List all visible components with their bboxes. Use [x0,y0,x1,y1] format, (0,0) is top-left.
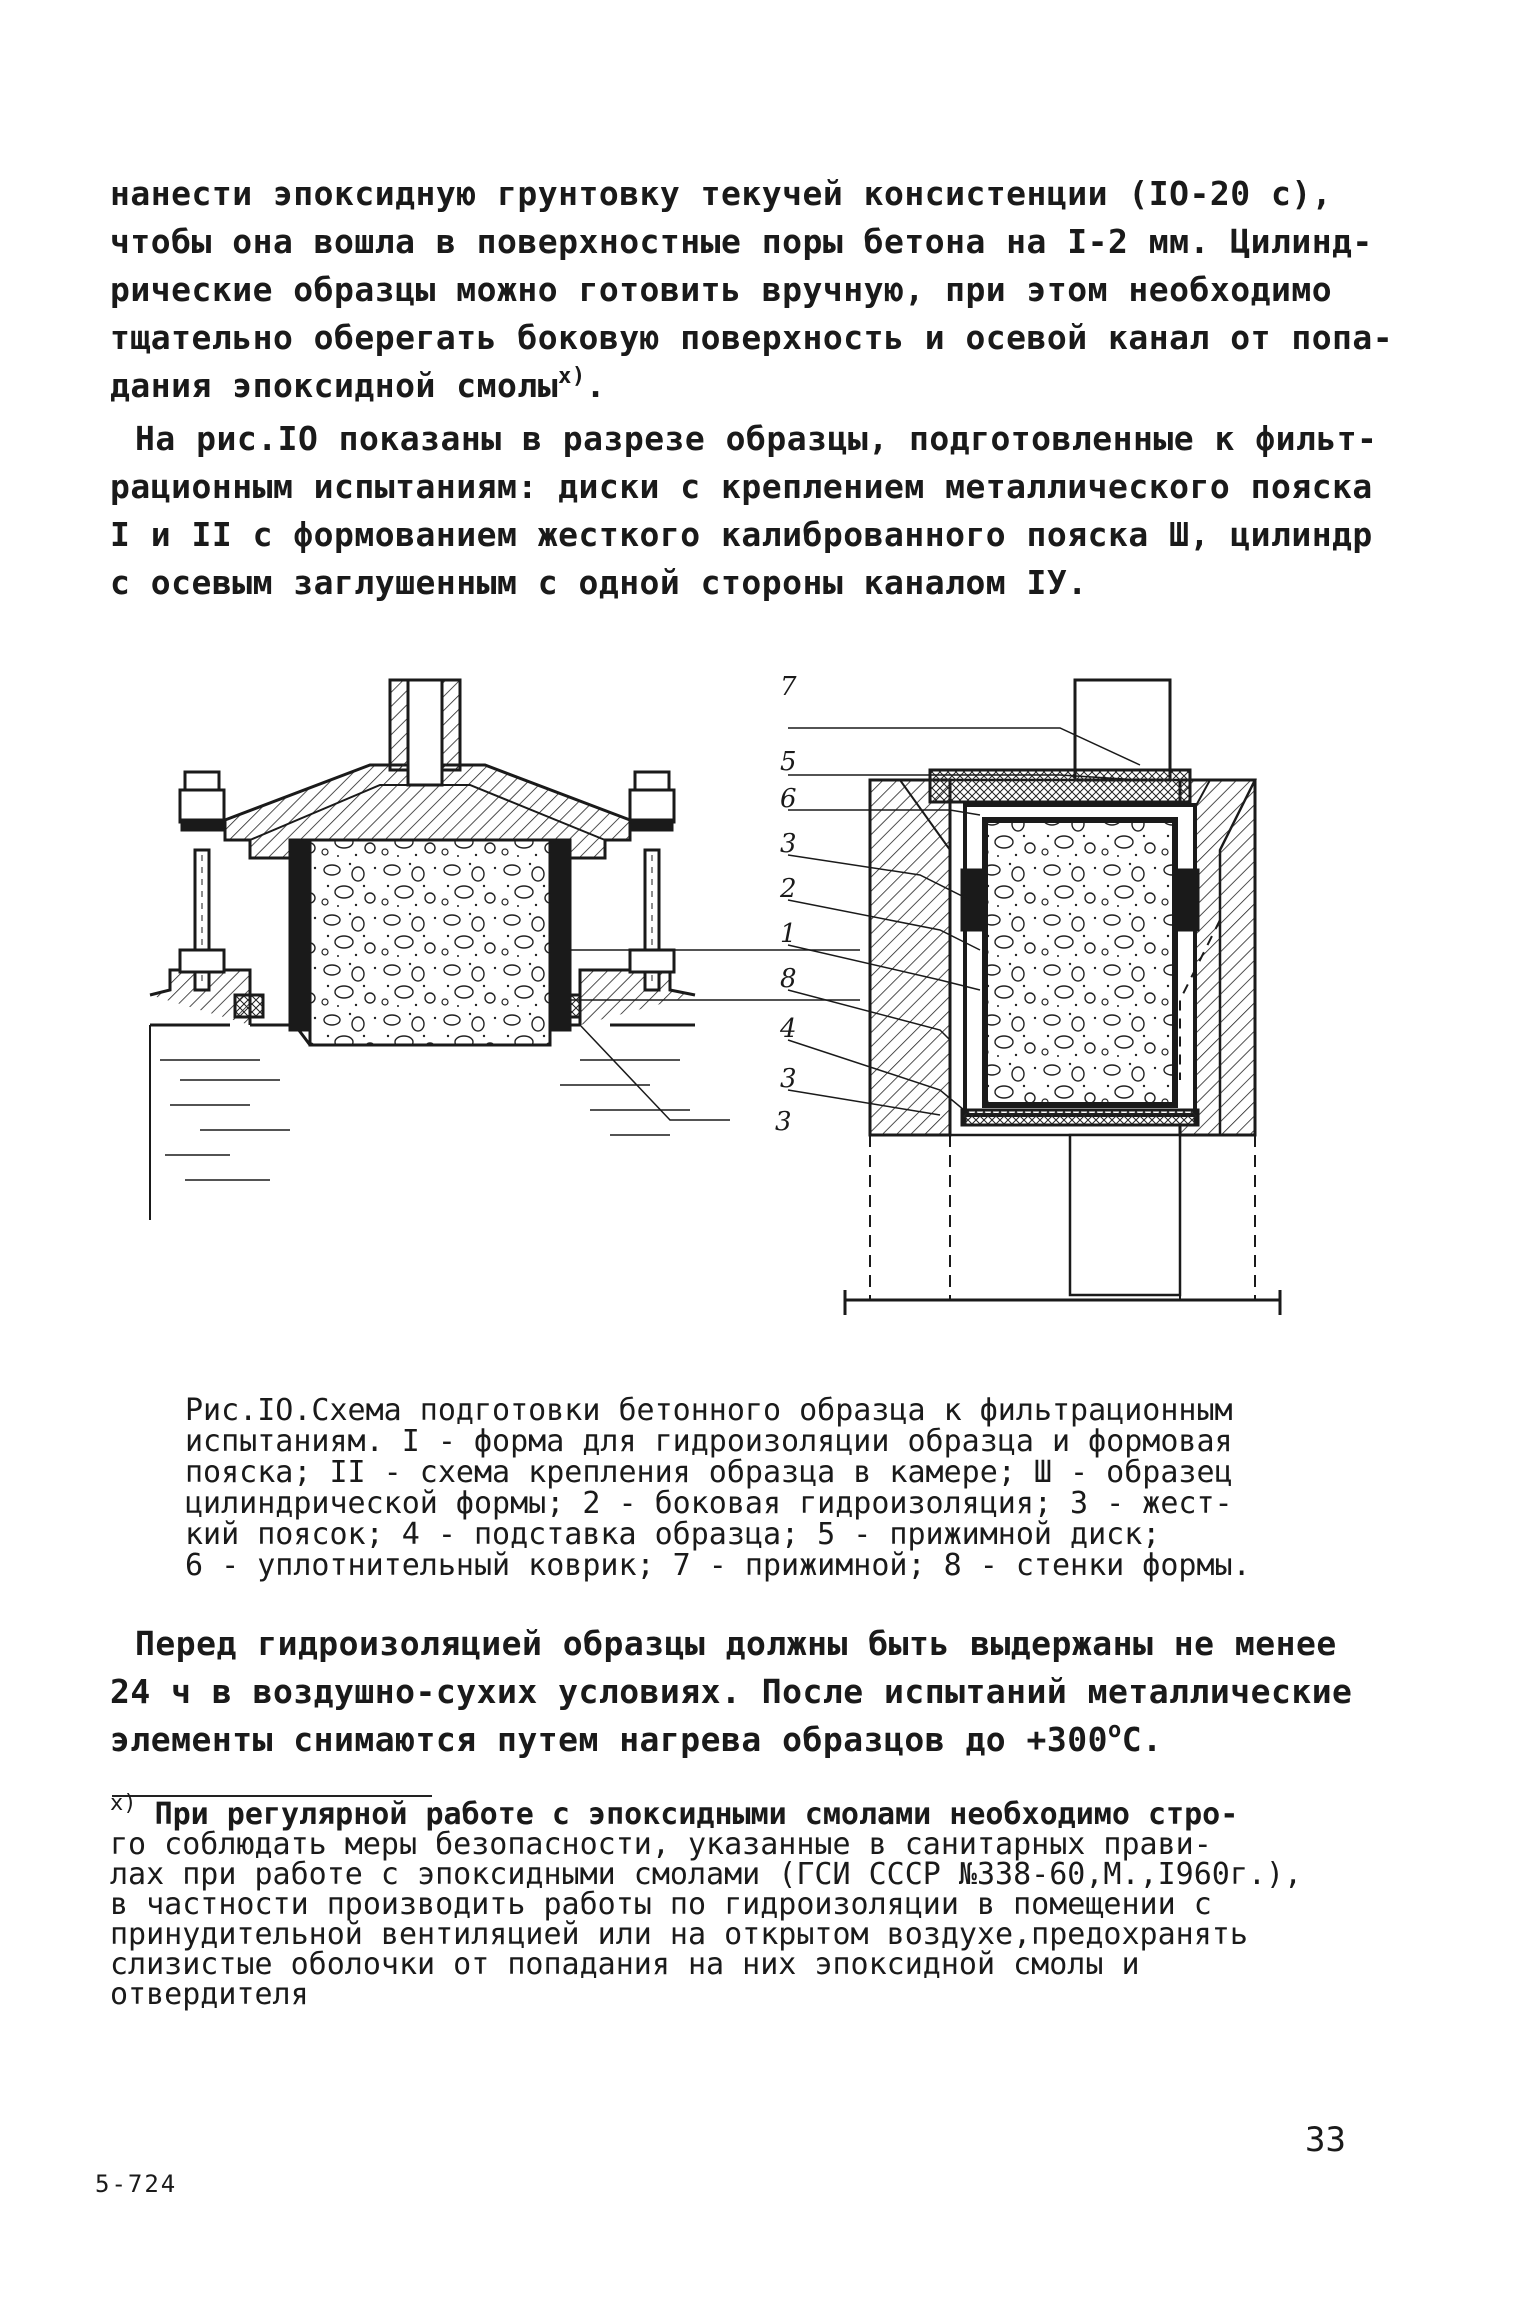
text-line: рационным испытаниям: диски с креплением металлического пояска [110,467,1373,506]
text-line-last [110,362,1400,410]
page-number: 33 [1305,2120,1346,2160]
paragraph-2 [110,415,1400,607]
text-line: чтобы она вошла в поверхностные поры бетона на I-2 мм. Цилинд- [110,222,1373,261]
label-2: 2 [780,874,797,904]
footnote-line: принудительной вентиляцией или на открытом воздухе,предохранять [110,1917,1248,1952]
label-3-top: 3 [780,829,797,859]
unit: С. [1121,1720,1163,1759]
left-label-3: 3 [775,1107,792,1137]
paragraph-1 [110,170,1400,410]
degree-mark: o [1108,1718,1122,1743]
sample-preparation-figure [140,660,1370,1360]
clamping-scheme-drawing [150,680,860,1220]
figure-caption [185,1395,1415,1581]
text-line: I и II с формованием жесткого калиброванного пояска Ш, цилиндр [110,515,1373,554]
text-line: нанести эпоксидную грунтовку текучей консистенции (IO-20 с), [110,174,1333,213]
text-line: Перед гидроизоляцией образцы должны быть выдержаны не менее [135,1624,1337,1663]
caption-line: кий поясок; 4 - подставка образца; 5 - прижимной диск; [185,1517,1161,1552]
caption-line: Рис.IO.Схема подготовки бетонного образца к фильтрационным [185,1393,1233,1428]
text-fragment: дания эпоксидной смолы [110,366,559,405]
document-code: 5-724 [95,2170,178,2198]
footnote-line: слизистые оболочки от попадания на них эпоксидной смолы и [110,1947,1140,1982]
caption-line: испытаниям. I - форма для гидроизоляции образца и формовая [185,1424,1233,1459]
footnote-mark: x) [110,1791,137,1816]
footnote-line: в частности производить работы по гидроизоляции в помещении с [110,1887,1212,1922]
footnote-text: При регулярной работе с эпоксидными смолами необходимо стро- [154,1797,1239,1832]
footnote [110,1791,1440,2012]
label-4: 4 [780,1014,797,1044]
text-line: с осевым заглушенным с одной стороны каналом IУ. [110,563,1088,602]
footnote-line: го соблюдать меры безопасности, указанные в санитарных прави- [110,1827,1212,1862]
caption-line: 6 - уплотнительный коврик; 7 - прижимной; 8 - стенки формы. [185,1548,1251,1583]
text-line: тщательно оберегать боковую поверхность и осевой канал от попа- [110,318,1394,357]
label-5: 5 [780,747,797,777]
text-line: рические образцы можно готовить вручную, при этом необходимо [110,270,1333,309]
label-8: 8 [780,964,797,994]
cylindrical-sample-drawing [788,680,1280,1315]
footnote-line [110,1791,1440,1832]
text-line: 24 ч в воздушно-сухих условиях. После испытаний металлические [110,1672,1353,1711]
label-7: 7 [780,672,797,702]
period: . [585,366,606,405]
label-3-bottom: 3 [780,1064,797,1094]
footnote-ref: x) [558,364,586,389]
caption-line: пояска; II - схема крепления образца в камере; Ш - образец [185,1455,1233,1490]
text-fragment: элементы снимаются путем нагрева образцов до +300 [110,1720,1109,1759]
label-6: 6 [780,784,797,814]
label-1: 1 [780,919,797,949]
footnote-line: отвердителя [110,1977,309,2012]
text-line: На рис.IO показаны в разрезе образцы, подготовленные к фильт- [135,419,1378,458]
footnote-line: лах при работе с эпоксидными смолами (ГСИ СССР №338-60,М.,I960г.), [110,1857,1303,1892]
paragraph-3 [110,1620,1400,1764]
text-line-last [110,1716,1400,1764]
caption-line: цилиндрической формы; 2 - боковая гидроизоляция; 3 - жест- [185,1486,1233,1521]
